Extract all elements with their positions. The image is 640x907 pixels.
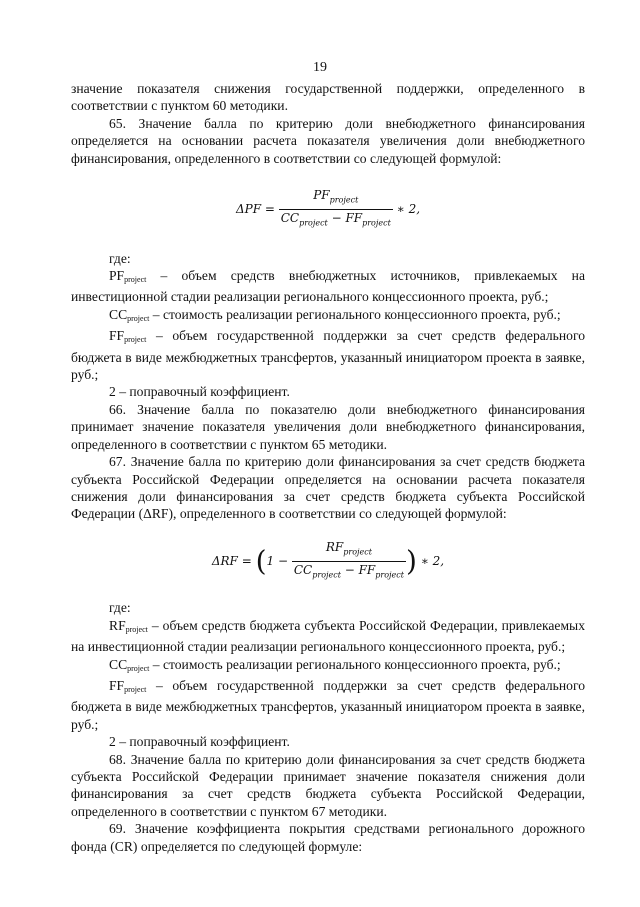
paragraph-68: 68. Значение балла по критерию доли финансирования за счет средств бюджета субъекта Российской Федерации принимает значение показателя снижения доли финансирования за счет средств бюджета субъекта Российской Федерации, определенного в соответствии с пунктом 67 методики. [71,751,585,819]
formula-fraction [292,539,406,584]
where-label: где: [109,250,131,266]
definition-rf: RFproject – объем средств бюджета субъекта Российской Федерации, привлекаемых на инвестиционной стадии реализации регионального концессионного проекта, руб.; [71,617,585,655]
definition-coefficient: 2 – поправочный коэффициент. [109,734,290,750]
formula-delta-pf [71,187,585,232]
formula-one-minus: 1 − [266,553,289,568]
formula-numerator: $RF_{project}$ [292,539,406,562]
page-number: 19 [313,60,327,75]
formula-lhs: ΔRF = [211,553,252,568]
formula-denominator: $CC_{project} - FF_{project}$ [280,210,391,228]
definition-ff: FFproject – объем государственной поддержки за счет средств федерального бюджета в виде межбюджетных трансфертов, указанный инициатором проекта в заявке, руб.; [71,677,585,732]
paragraph-69: 69. Значение коэффициента покрытия средствами регионального дорожного фонда (CR) определяется по следующей формуле: [71,821,585,854]
formula-tail: ∗ 2, [420,553,445,568]
formula-tail: ∗ 2, [396,201,421,216]
page-content [71,80,585,855]
formula-denominator: $CC_{project} - FF_{project}$ [293,562,404,579]
paragraph-65: 65. Значение балла по критерию доли внебюджетного финансирования определяется на основании расчета показателя увеличения доли внебюджетного финансирования, определенного в соответствии со следующей формулой: [71,115,585,166]
formula-numerator: $PF_{project}$ [279,187,393,210]
formula-fraction [279,187,393,232]
paragraph-66: 66. Значение балла по показателю доли внебюджетного финансирования принимает значение показателя увеличения доли внебюджетного финансирования, определенного в соответствии с пунктом 65 методики. [71,401,585,452]
paragraph-continuation: значение показателя снижения государственной поддержки, определенного в соответствии с пунктом 60 методики. [71,81,585,114]
formula-delta-rf: ΔRF = (1 − $\frac{RF_{project}}{CC_{project} - FF_{project}}$ ) ∗ 2, [71,539,585,584]
definition-pf: PFproject – объем средств внебюджетных источников, привлекаемых на инвестиционной стадии реализации регионального концессионного проекта, руб.; [71,268,585,305]
definition-cc: CCproject – стоимость реализации регионального концессионного проекта, руб.; [109,656,561,673]
where-label: где: [109,600,131,616]
paragraph-67: 67. Значение балла по критерию доли финансирования за счет средств бюджета субъекта Российской Федерации определяется на основании расчета показателя снижения доли финансирования за счет средств бюджета субъекта Российской Федерации (ΔRF), определенного в соответствии со следующей формулой: [71,454,585,522]
definition-cc: CCproject – стоимость реализации регионального концессионного проекта, руб.; [109,306,561,323]
definition-ff: FFproject – объем государственной поддержки за счет средств федерального бюджета в виде межбюджетных трансфертов, указанный инициатором проекта в заявке, руб.; [71,328,585,383]
definition-coefficient: 2 – поправочный коэффициент. [109,384,290,400]
formula-lhs: ΔPF = [235,201,275,216]
